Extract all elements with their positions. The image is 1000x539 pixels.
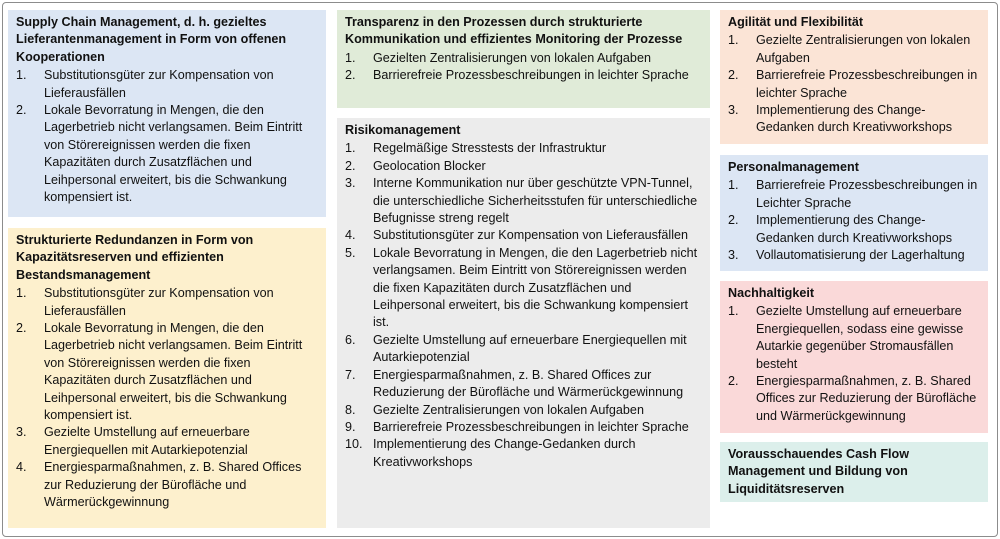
list-item-text: Gezielte Umstellung auf erneuerbare Energiequellen, sodass eine gewisse Autarkie gegenüber Stromausfällen besteht [756, 304, 964, 371]
list-item-text: Implementierung des Change-Gedanken durch Kreativworkshops [756, 213, 953, 245]
list-item-text: Gezielte Umstellung auf erneuerbare Energiequellen mit Autarkiepotenzial [44, 425, 250, 457]
box-risikomanagement [337, 118, 710, 528]
box-title: Strukturierte Redundanzen in Form von Kapazitätsreserven und effizienten Bestandsmanagement [16, 233, 254, 282]
list-item [345, 50, 702, 67]
list-item-text: Lokale Bevorratung in Mengen, die den Lagerbetrieb nicht verlangsamen. Beim Eintritt von Störereignissen werden die fixen Kapazitäten durch Zusatzflächen und Leihpersonal erweitert, bis die Schwankung kompensiert ist. [44, 103, 303, 205]
list-item-text: Implementierung des Change-Gedanken durch Kreativworkshops [756, 103, 953, 135]
box-title: Nachhaltigkeit [728, 286, 815, 300]
list-item-text: Substitutionsgüter zur Kompensation von Lieferausfällen [373, 228, 689, 243]
box-personalmanagement [720, 155, 988, 271]
list-item-text: Energiesparmaßnahmen, z. B. Shared Offices zur Reduzierung der Bürofläche und Wärmerückgewinnung [373, 367, 684, 400]
list-item [345, 140, 702, 157]
list-item-text: Vollautomatisierung der Lagerhaltung [756, 248, 965, 263]
list-item-text: Gezielte Zentralisierungen von lokalen Aufgaben [373, 402, 644, 417]
list-item-number: 2. [16, 321, 27, 336]
list-item-text: Gezielte Umstellung auf erneuerbare Energiequellen mit Autarkiepotenzial [373, 332, 687, 365]
box-cash-flow-management [720, 442, 988, 502]
list-item-number: 1. [728, 33, 739, 48]
list-item [728, 102, 980, 137]
list-item-text: Gezielten Zentralisierungen von lokalen Aufgaben [373, 50, 651, 65]
measure-list [345, 50, 702, 85]
list-item-number: 1. [728, 304, 739, 319]
list-item-number: 8. [345, 402, 356, 417]
list-item [728, 67, 980, 102]
list-item [345, 175, 702, 227]
list-item-number: 1. [16, 286, 27, 301]
box-supply-chain-management [8, 10, 326, 217]
box-title: Risikomanagement [345, 123, 461, 137]
list-item-text: Barrierefreie Prozessbeschreibungen in leichter Sprache [756, 68, 978, 100]
list-item [728, 247, 980, 264]
list-item [16, 67, 318, 102]
list-item-text: Interne Kommunikation nur über geschützte VPN-Tunnel, die unterschiedliche Sicherheitsstufen für unterschiedliche Befugnisse streng regelt [373, 176, 698, 226]
list-item [728, 212, 980, 247]
list-item [345, 245, 702, 332]
list-item [345, 158, 702, 175]
list-item-text: Regelmäßige Stresstests der Infrastruktur [373, 141, 607, 156]
list-item-number: 3. [728, 248, 739, 263]
list-item-text: Geolocation Blocker [373, 158, 486, 173]
list-item [345, 67, 702, 84]
list-item [345, 227, 702, 244]
list-item [728, 32, 980, 67]
list-item [345, 367, 702, 402]
measure-list [728, 177, 980, 264]
list-item-number: 2. [16, 103, 27, 118]
box-agilitaet-und-flexibilitaet [720, 10, 988, 144]
box-title: Vorausschauendes Cash Flow Management und Bildung von Liquiditätsreserven [728, 447, 910, 496]
box-title: Personalmanagement [728, 160, 859, 174]
list-item [16, 424, 318, 459]
measure-list [728, 32, 980, 136]
list-item-text: Lokale Bevorratung in Mengen, die den Lagerbetrieb nicht verlangsamen. Beim Eintritt von Störereignissen werden die fixen Kapazitäten durch Zusatzflächen und Leihpersonal erweitert, bis die Schwankung kompensiert ist. [373, 245, 698, 330]
list-item-number: 3. [728, 103, 739, 118]
list-item [16, 459, 318, 511]
list-item-text: Barrierefreie Prozessbeschreibungen in leichter Sprache [373, 68, 689, 83]
list-item [345, 332, 702, 367]
measure-list [728, 303, 980, 425]
list-item-number: 5. [345, 245, 356, 260]
box-title: Transparenz in den Prozessen durch strukturierte Kommunikation und effizientes Monitoring der Prozesse [345, 15, 683, 47]
list-item [728, 177, 980, 212]
box-nachhaltigkeit [720, 281, 988, 433]
list-item-number: 2. [728, 68, 739, 83]
list-item-number: 4. [16, 460, 27, 475]
list-item-number: 3. [345, 176, 356, 191]
list-item-text: Substitutionsgüter zur Kompensation von Lieferausfällen [44, 68, 274, 100]
list-item-number: 4. [345, 228, 356, 243]
list-item-number: 2. [345, 158, 356, 173]
box-title: Supply Chain Management, d. h. gezieltes Lieferantenmanagement in Form von offenen Kooperationen [16, 15, 287, 64]
list-item-text: Barrierefreie Prozessbeschreibungen in leichter Sprache [373, 419, 689, 434]
list-item [16, 320, 318, 424]
list-item [728, 303, 980, 373]
list-item-text: Substitutionsgüter zur Kompensation von Lieferausfällen [44, 286, 274, 318]
list-item-number: 2. [728, 213, 739, 228]
list-item-number: 7. [345, 367, 356, 382]
list-item-number: 2. [345, 68, 356, 83]
list-item-text: Energiesparmaßnahmen, z. B. Shared Offices zur Reduzierung der Bürofläche und Wärmerückgewinnung [44, 460, 302, 510]
box-title: Agilität und Flexibilität [728, 15, 864, 29]
box-strukturierte-redundanzen [8, 228, 326, 528]
list-item [16, 102, 318, 206]
measure-list [16, 285, 318, 511]
list-item [728, 373, 980, 425]
box-transparenz [337, 10, 710, 108]
list-item-number: 1. [345, 50, 356, 65]
measure-list [345, 140, 702, 471]
list-item-number: 1. [728, 178, 739, 193]
list-item-text: Barrierefreie Prozessbeschreibungen in Leichter Sprache [756, 178, 978, 210]
list-item [345, 436, 702, 471]
list-item [345, 402, 702, 419]
list-item-number: 9. [345, 419, 356, 434]
list-item-number: 2. [728, 374, 739, 389]
list-item-number: 3. [16, 425, 27, 440]
list-item [345, 419, 702, 436]
list-item-text: Energiesparmaßnahmen, z. B. Shared Offices zur Reduzierung der Bürofläche und Wärmerückgewinnung [756, 374, 977, 423]
list-item-number: 6. [345, 332, 356, 347]
list-item [16, 285, 318, 320]
list-item-number: 1. [16, 68, 27, 83]
list-item-text: Lokale Bevorratung in Mengen, die den Lagerbetrieb nicht verlangsamen. Beim Eintritt von Störereignissen werden die fixen Kapazitäten durch Zusatzflächen und Leihpersonal erweitert, bis die Schwankung kompensiert ist. [44, 321, 303, 423]
measure-list [16, 67, 318, 206]
list-item-number: 1. [345, 141, 356, 156]
list-item-text: Implementierung des Change-Gedanken durch Kreativworkshops [373, 437, 636, 469]
list-item-number: 10. [345, 437, 363, 452]
list-item-text: Gezielte Zentralisierungen von lokalen Aufgaben [756, 33, 971, 65]
